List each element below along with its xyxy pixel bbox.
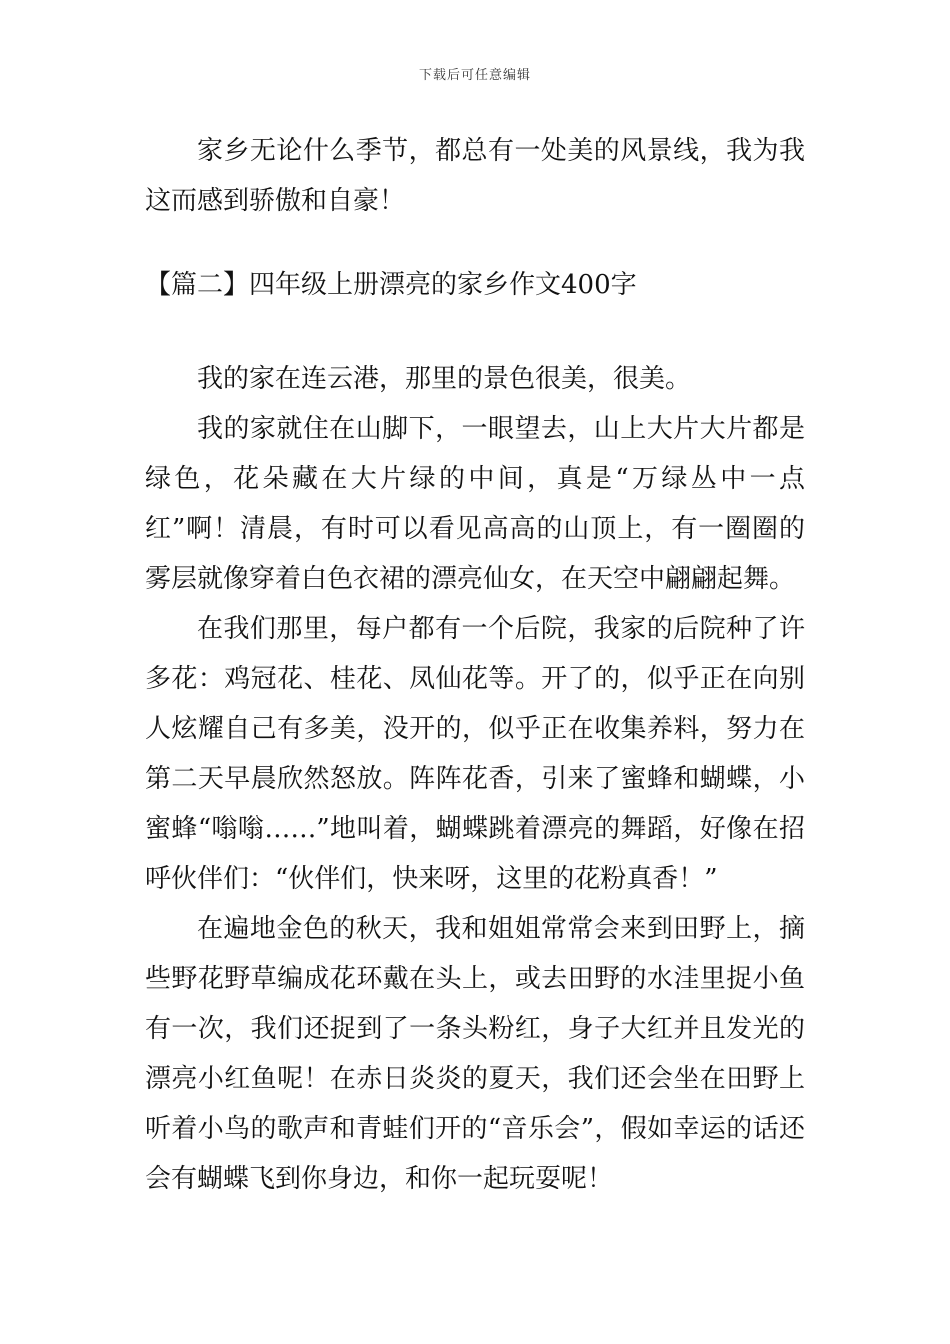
title-spacer — [145, 310, 805, 354]
page-header-note: 下载后可任意编辑 — [418, 68, 531, 83]
body-paragraph-2: 我的家就住在山脚下，一眼望去，山上大片大片都是绿色，花朵藏在大片绿的中间，真是“万绿丛中一点红”啊！清晨，有时可以看见高高的山顶上，有一圈圈的雾层就像穿着白色衣裙的漂亮仙女，在天空中翩翩起舞。 — [145, 414, 805, 594]
body-paragraph-3: 在我们那里，每户都有一个后院，我家的后院种了许多花：鸡冠花、桂花、凤仙花等。开了的，似乎正在向别人炫耀自己有多美，没开的，似乎正在收集养料，努力在第二天早晨欣然怒放。阵阵花香，引来了蜜蜂和蝴蝶，小蜜蜂“嗡嗡……”地叫着，蝴蝶跳着漂亮的舞蹈，好像在招呼伙伴们：“伙伴们，快来呀，这里的花粉真香！” — [145, 614, 805, 894]
body-paragraph-1: 我的家在连云港，那里的景色很美，很美。 — [197, 364, 692, 394]
intro-paragraph: 家乡无论什么季节，都总有一处美的风景线，我为我这而感到骄傲和自豪！ — [145, 136, 805, 216]
body-paragraph-4: 在遍地金色的秋天，我和姐姐常常会来到田野上，摘些野花野草编成花环戴在头上，或去田野的水洼里捉小鱼有一次，我们还捉到了一条头粉红，身子大红并且发光的漂亮小红鱼呢！在赤日炎炎的夏天，我们还会坐在田野上听着小鸟的歌声和青蛙们开的“音乐会”，假如幸运的话还会有蝴蝶飞到你身边，和你一起玩耍呢！ — [145, 914, 805, 1194]
document-body — [145, 126, 805, 1204]
section-title: 【篇二】四年级上册漂亮的家乡作文400字 — [145, 270, 637, 300]
